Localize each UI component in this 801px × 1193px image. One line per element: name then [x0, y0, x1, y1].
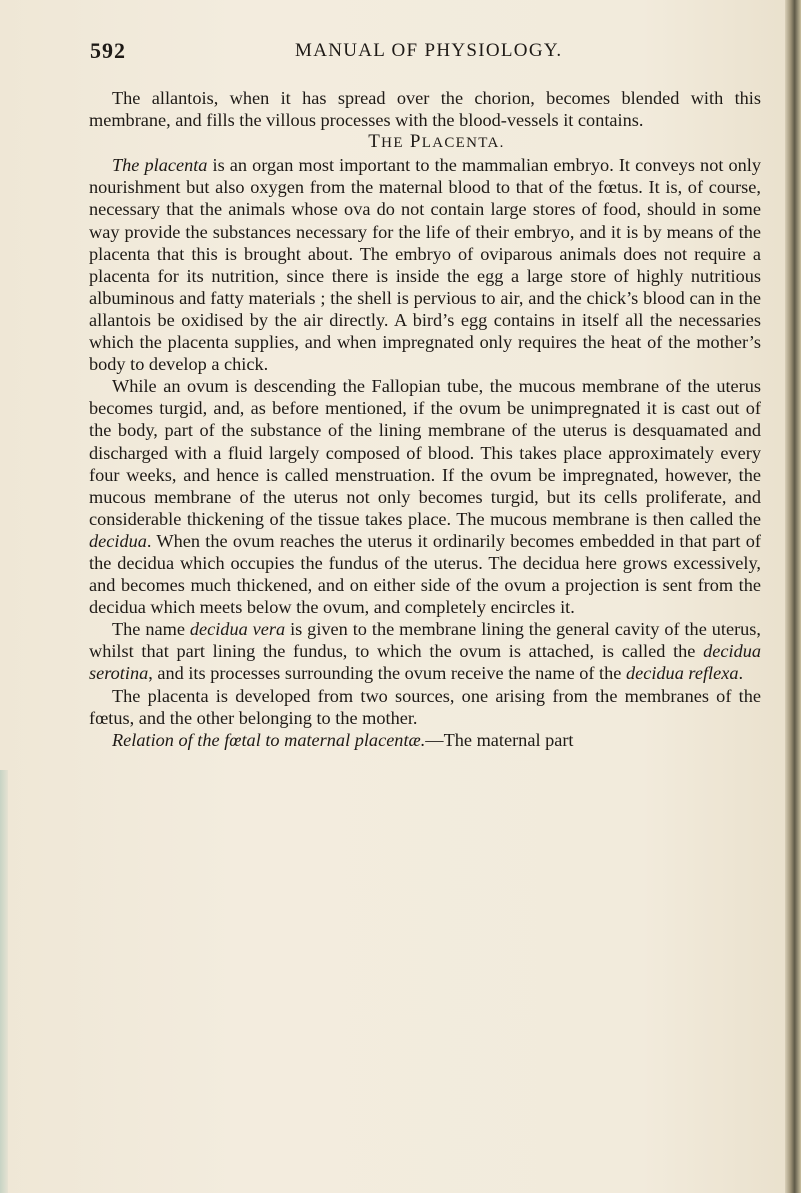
paragraph-names-text-d: . — [738, 663, 744, 684]
paragraph-relation — [89, 729, 761, 751]
paragraph-placenta-text: is an organ most important to the mammalian embryo. It conveys not only nourishment but also oxygen from the maternal blood to that of the fœtus. It is, of course, necessary that the animals whose ova do not contain large stores of food, should in some way provide the substances necessary for the life of their embryo, and it is by means of the placenta that this is brought about. The embryo of oviparous animals does not require a placenta for its nutrition, since there is inside the egg a large store of highly nutritious albuminous and fatty materials ; the shell is pervious to air, and the chick’s blood can in the allantois be oxidised by the air directly. A bird’s egg contains in itself all the necessaries which the placenta supplies, and when impregnated only requires the heat of the mother’s body to develop a chick. — [89, 155, 761, 375]
paragraph-names-text-b: is given to the membrane lining the general cavity of the uterus, whilst that part lining the fundus, to which the ovum is attached, is called the — [89, 619, 761, 662]
paragraph-developed: The placenta is developed from two sources, one arising from the membranes of the fœtus, and the other belonging to the mother. — [89, 685, 761, 728]
relation-heading: Relation of the fœtal to maternal placentæ. — [112, 729, 426, 750]
paragraph-ovum-text-a: While an ovum is descending the Fallopian tube, the mucous membrane of the uterus becomes turgid, and, as before mentioned, if the ovum be unimpregnated it is cast out of the body, part of the substance of the lining membrane of the uterus is desquamated and discharged with a fluid largely composed of blood. This takes place approximately every four weeks, and hence is called menstruation. If the ovum be impregnated, however, the mucous membrane of the uterus not only becomes turgid, but its cells proliferate, and considerable thickening of the tissue takes place. The mucous membrane is then called the — [89, 376, 761, 529]
term-placenta: The placenta — [112, 155, 208, 176]
page-header — [90, 38, 770, 66]
paragraph-names-text-c: , and its processes surrounding the ovum receive the name of the — [148, 663, 626, 684]
paragraph-ovum-text-b: . When the ovum reaches the uterus it ordinarily becomes embedded in that part of the decidua which occupies the fundus of the uterus. The decidua here grows excessively, and becomes much thickened, and on either side of the ovum a projection is sent from the decidua which meets below the ovum, and completely encircles it. — [89, 530, 761, 618]
book-spine — [785, 0, 801, 1193]
paragraph-relation-text: —The maternal part — [425, 729, 574, 750]
term-decidua-serotina: decidua serotina — [89, 641, 761, 684]
paragraph-ovum — [89, 375, 761, 618]
term-decidua-reflexa: decidua reflexa — [625, 663, 739, 684]
paragraph-placenta — [89, 154, 761, 375]
term-decidua: decidua — [89, 530, 147, 551]
section-heading-text: THE PLACENTA. — [368, 131, 505, 153]
running-title: MANUAL OF PHYSIOLOGY. — [295, 40, 563, 61]
body-text — [89, 87, 761, 751]
page-edge — [0, 770, 8, 1193]
term-decidua-vera: decidua vera — [189, 619, 286, 640]
section-heading — [89, 131, 761, 154]
page-number: 592 — [90, 38, 126, 63]
paragraph-names-text-a: The name — [112, 619, 190, 640]
paragraph-allantois: The allantois, when it has spread over the chorion, becomes blended with this membrane, and fills the villous processes with the blood-vessels it contains. — [89, 88, 761, 131]
paragraph-names — [89, 618, 761, 684]
